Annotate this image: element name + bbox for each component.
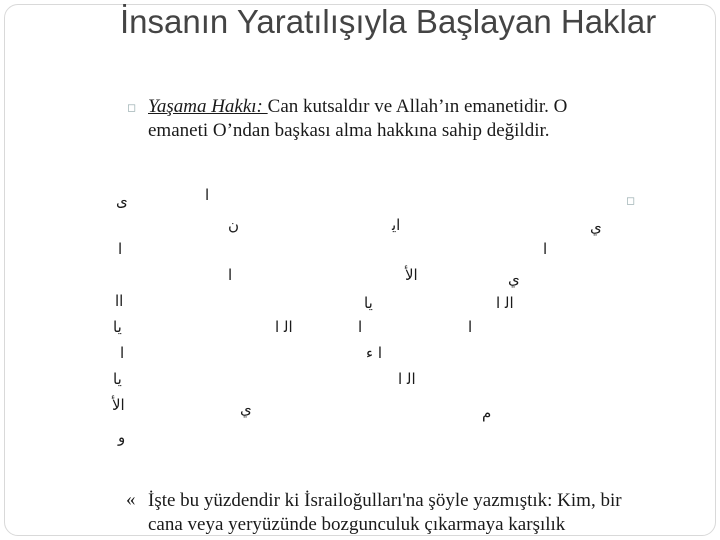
bullet-icon-2: ◻ xyxy=(626,194,636,207)
arabic-fragment: اﻷ xyxy=(112,396,125,414)
arabic-fragment: ﻳﺎ xyxy=(113,318,122,336)
arabic-fragment: ﻳﺎ xyxy=(364,294,373,312)
arabic-fragment: اﻟ ا xyxy=(275,318,293,336)
bullet-text-1: Can kutsaldır ve Allah’ın emanetidir. O xyxy=(267,96,568,117)
arabic-fragment: اﻟ ا xyxy=(496,294,514,312)
arabic-fragment: ي xyxy=(508,270,520,288)
arabic-fragment: ا ء xyxy=(366,344,382,362)
arabic-fragment: و xyxy=(118,428,126,446)
arabic-fragment: ا xyxy=(205,186,210,204)
quote-line-1: İşte bu yüzdendir ki İsrailoğulları'na şöyle yazmıştık: Kim, bir xyxy=(148,490,622,511)
arabic-fragment: اا xyxy=(115,292,124,310)
arabic-fragment: ا xyxy=(118,240,123,258)
arabic-fragment: اﻳ xyxy=(392,216,401,234)
arabic-fragment: اﻷ xyxy=(405,266,418,284)
bullet-text-2: emaneti O’ndan başkası alma hakkına sahip değildir. xyxy=(148,120,550,141)
quote-bullet-icon: « xyxy=(126,489,136,510)
bullet-paragraph xyxy=(148,95,708,143)
arabic-fragment: ا xyxy=(228,266,233,284)
slide-title: İnsanın Yaratılışıyla Başlayan Haklar xyxy=(120,3,657,40)
arabic-fragment: ا xyxy=(358,318,363,336)
slide-frame xyxy=(4,4,716,536)
quote-line-2: cana veya yeryüzünde bozgunculuk çıkarmaya karşılık xyxy=(148,514,566,535)
bullet-term: Yaşama Hakkı: xyxy=(148,96,268,117)
arabic-fragment: ﻳﺎ xyxy=(113,370,122,388)
arabic-fragment: ن xyxy=(228,216,240,234)
arabic-fragment: م xyxy=(482,404,492,422)
arabic-fragment: ي xyxy=(240,400,252,418)
arabic-fragment: ى xyxy=(116,192,128,210)
arabic-fragment: ي xyxy=(590,218,602,236)
bullet-icon: ◻ xyxy=(127,101,137,114)
arabic-fragment: اﻟ ا xyxy=(398,370,416,388)
quote-paragraph xyxy=(148,489,713,537)
bullet-line-1 xyxy=(148,95,708,119)
arabic-fragment: ا xyxy=(120,344,125,362)
arabic-fragment: ا xyxy=(468,318,473,336)
arabic-fragment: ا xyxy=(543,240,548,258)
